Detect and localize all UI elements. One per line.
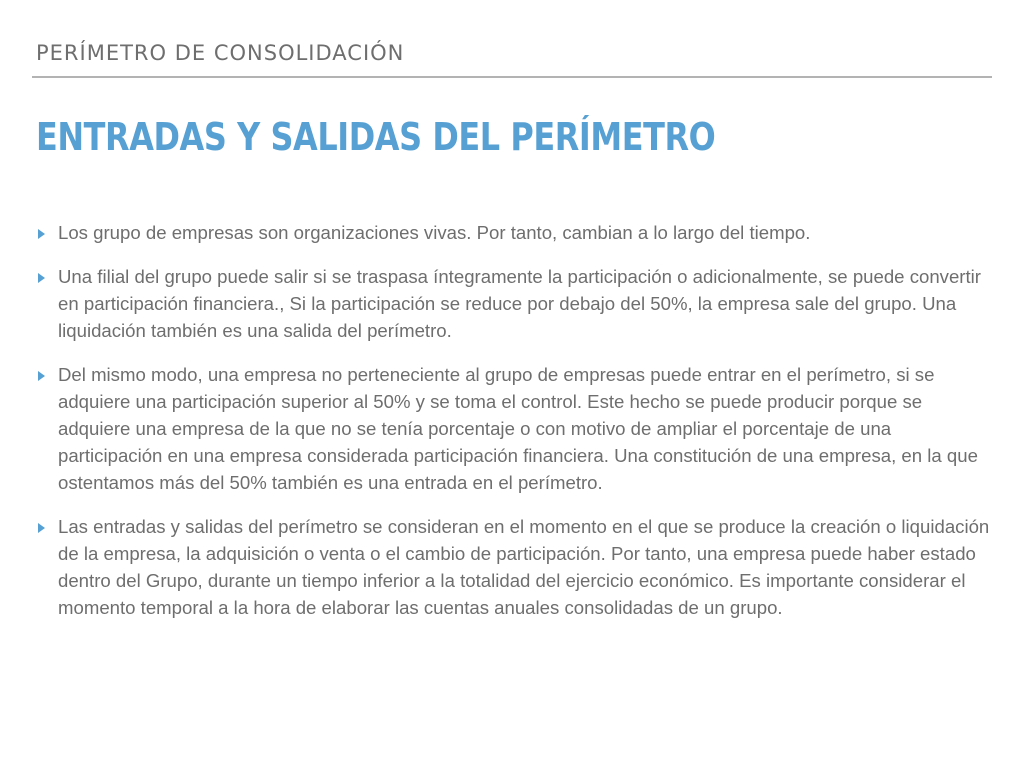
triangle-right-icon bbox=[38, 371, 45, 381]
bullet-text: Los grupo de empresas son organizaciones vivas. Por tanto, cambian a lo largo del tiempo. bbox=[58, 222, 811, 243]
bullet-text: Las entradas y salidas del perímetro se consideran en el momento en el que se produce la creación o liquidación de la empresa, la adquisición o venta o el cambio de participación. Por tanto, una empresa puede haber estado dentro del Grupo, durante un tiempo inferior a la totalidad del ejercicio económico. Es importante considerar el momento temporal a la hora de elaborar las cuentas anuales consolidadas de un grupo. bbox=[58, 516, 990, 618]
triangle-right-icon bbox=[38, 229, 45, 239]
triangle-right-icon bbox=[38, 523, 45, 533]
slide-title: ENTRADAS Y SALIDAS DEL PERÍMETRO bbox=[36, 115, 716, 159]
bullet-list bbox=[38, 219, 993, 638]
bullet-item bbox=[38, 513, 993, 621]
bullet-text: Una filial del grupo puede salir si se traspasa íntegramente la participación o adicionalmente, se puede convertir en participación financiera., Si la participación se reduce por debajo del 50%, la empresa sale del grupo. Una liquidación también es una salida del perímetro. bbox=[58, 266, 981, 341]
bullet-item bbox=[38, 361, 993, 496]
section-header: PERÍMETRO DE CONSOLIDACIÓN bbox=[36, 41, 405, 65]
bullet-item bbox=[38, 263, 993, 344]
header-divider bbox=[32, 76, 992, 78]
bullet-text: Del mismo modo, una empresa no perteneciente al grupo de empresas puede entrar en el perímetro, si se adquiere una participación superior al 50% y se toma el control. Este hecho se puede producir porque se adquiere una empresa de la que no se tenía porcentaje o con motivo de ampliar el porcentaje de una participación en una empresa considerada participación financiera. Una constitución de una empresa, en la que ostentamos más del 50% también es una entrada en el perímetro. bbox=[58, 364, 978, 493]
bullet-item bbox=[38, 219, 993, 246]
triangle-right-icon bbox=[38, 273, 45, 283]
